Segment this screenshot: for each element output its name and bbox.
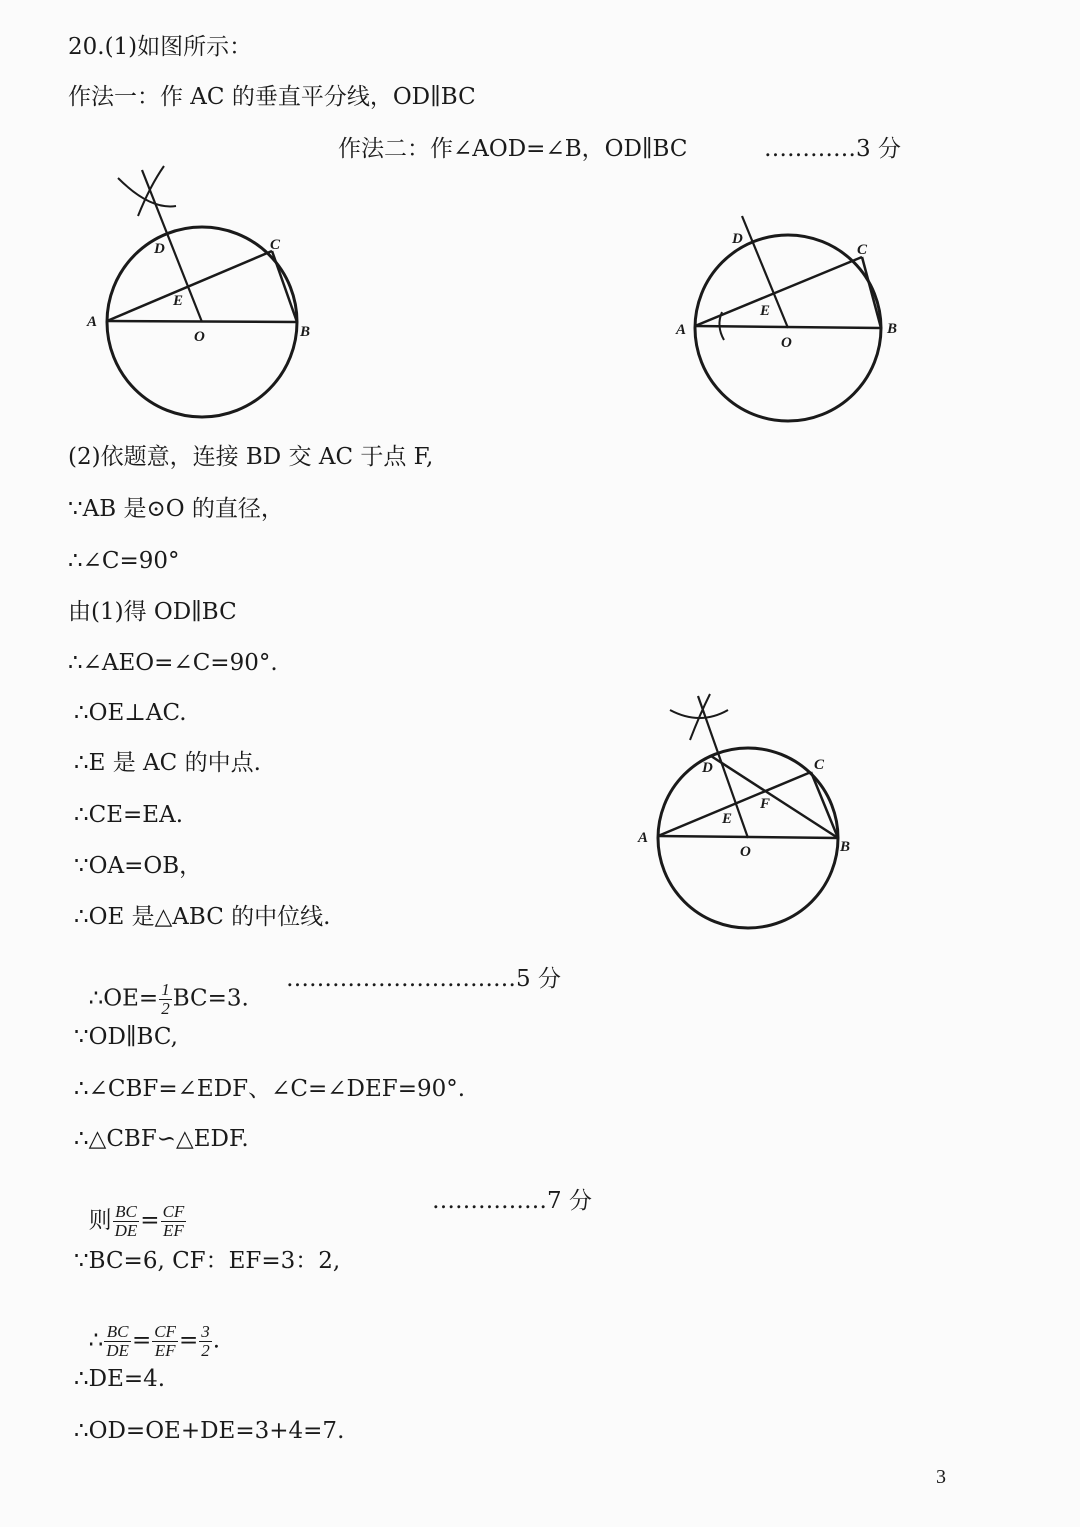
fraction-bc-de-den: DE xyxy=(114,1220,138,1240)
method-two-line: 作法二：作∠AOD=∠B，OD∥BC xyxy=(338,136,688,162)
fig2-label-o: O xyxy=(781,335,792,351)
figure-1-perpendicular-bisector xyxy=(80,160,340,430)
figure-2-equal-angle xyxy=(670,210,910,430)
fraction-bc-de-2-num: BC xyxy=(104,1323,131,1342)
ratio-equals: = xyxy=(140,1207,160,1234)
fraction-bc-de-num: BC xyxy=(113,1203,140,1222)
step-perpendicular: ∴OE⊥AC. xyxy=(74,700,187,726)
step-right-angle: ∴∠C=90° xyxy=(68,548,180,574)
fig1-label-b: B xyxy=(300,324,311,340)
fig2-label-e: E xyxy=(760,303,771,319)
fig3-label-d: D xyxy=(702,760,713,776)
fig1-label-o: O xyxy=(194,329,205,345)
fraction-bc-de-2-den: DE xyxy=(106,1340,129,1360)
step-midpoint: ∴E 是 AC 的中点. xyxy=(74,750,261,776)
method-one-line: 作法一：作 AC 的垂直平分线，OD∥BC xyxy=(68,84,476,110)
fig1-label-d: D xyxy=(154,241,165,257)
ratio-equals-3: = xyxy=(178,1327,199,1354)
fraction-cf-ef-2-num: CF xyxy=(154,1322,176,1341)
score-3: …………3 分 xyxy=(764,136,901,162)
score-7: ……………7 分 xyxy=(432,1188,592,1214)
ratio-prefix: 则 xyxy=(88,1207,112,1234)
fig3-label-e: E xyxy=(722,811,733,827)
part-two-heading: (2)依题意，连接 BD 交 AC 于点 F, xyxy=(68,444,434,470)
step-od-value: ∴OD=OE+DE=3+4=7. xyxy=(74,1418,345,1444)
step-ratio-values xyxy=(74,1300,220,1360)
figure-3-connect-bd xyxy=(630,688,870,938)
step-oa-ob: ∵OA=OB， xyxy=(74,853,203,879)
step-from-part-one: 由(1)得 OD∥BC xyxy=(68,599,237,625)
fig3-label-a: A xyxy=(638,830,649,846)
fig1-label-a: A xyxy=(87,314,98,330)
fraction-half-num: 1 xyxy=(161,980,170,999)
step-ratio xyxy=(74,1180,187,1240)
fraction-cf-ef-2 xyxy=(152,1323,178,1360)
step-given-values: ∵BC=6, CF：EF=3：2, xyxy=(74,1248,341,1274)
fig2-label-d: D xyxy=(732,231,743,247)
fraction-bc-de-2 xyxy=(104,1323,131,1360)
fig2-label-c: C xyxy=(857,242,868,258)
fraction-half xyxy=(159,981,172,1018)
page-number: 3 xyxy=(936,1466,946,1488)
fig3-label-b: B xyxy=(840,839,851,855)
score-5: …………………………5 分 xyxy=(286,966,561,992)
fraction-half-den: 2 xyxy=(161,998,170,1018)
oe-suffix: BC=3. xyxy=(172,985,249,1012)
fraction-cf-ef xyxy=(161,1203,187,1240)
fraction-cf-ef-2-den: EF xyxy=(154,1340,176,1360)
step-angle-aeo: ∴∠AEO=∠C=90°. xyxy=(68,650,278,676)
fig3-label-c: C xyxy=(814,757,825,773)
ratio-values-prefix: ∴ xyxy=(88,1327,104,1354)
step-oe-value xyxy=(74,958,249,1018)
fig1-label-e: E xyxy=(173,293,184,309)
fraction-three-two-den: 2 xyxy=(201,1340,210,1360)
step-ce-ea: ∴CE=EA. xyxy=(74,802,184,828)
fig2-label-b: B xyxy=(887,321,898,337)
ratio-values-period: . xyxy=(212,1327,221,1354)
fig3-label-o: O xyxy=(740,844,751,860)
fraction-three-two-num: 3 xyxy=(201,1322,210,1341)
step-similar-triangles: ∴△CBF∽△EDF. xyxy=(74,1126,249,1152)
fig3-label-f: F xyxy=(760,796,771,812)
fraction-cf-ef-den: EF xyxy=(163,1220,184,1240)
fraction-cf-ef-num: CF xyxy=(162,1202,185,1221)
oe-prefix: ∴OE= xyxy=(88,985,159,1012)
ratio-equals-2: = xyxy=(131,1327,152,1354)
fraction-bc-de xyxy=(113,1203,140,1240)
step-od-parallel: ∵OD∥BC, xyxy=(74,1024,178,1050)
step-de-value: ∴DE=4. xyxy=(74,1366,166,1392)
problem-heading: 20.(1)如图所示： xyxy=(68,34,253,60)
step-midline: ∴OE 是△ABC 的中位线. xyxy=(74,904,331,930)
fraction-three-two xyxy=(199,1323,212,1360)
fig2-label-a: A xyxy=(676,322,687,338)
fig1-label-c: C xyxy=(270,237,281,253)
step-diameter: ∵AB 是⊙O 的直径， xyxy=(68,496,284,522)
step-equal-angles: ∴∠CBF=∠EDF、∠C=∠DEF=90°. xyxy=(74,1076,466,1102)
